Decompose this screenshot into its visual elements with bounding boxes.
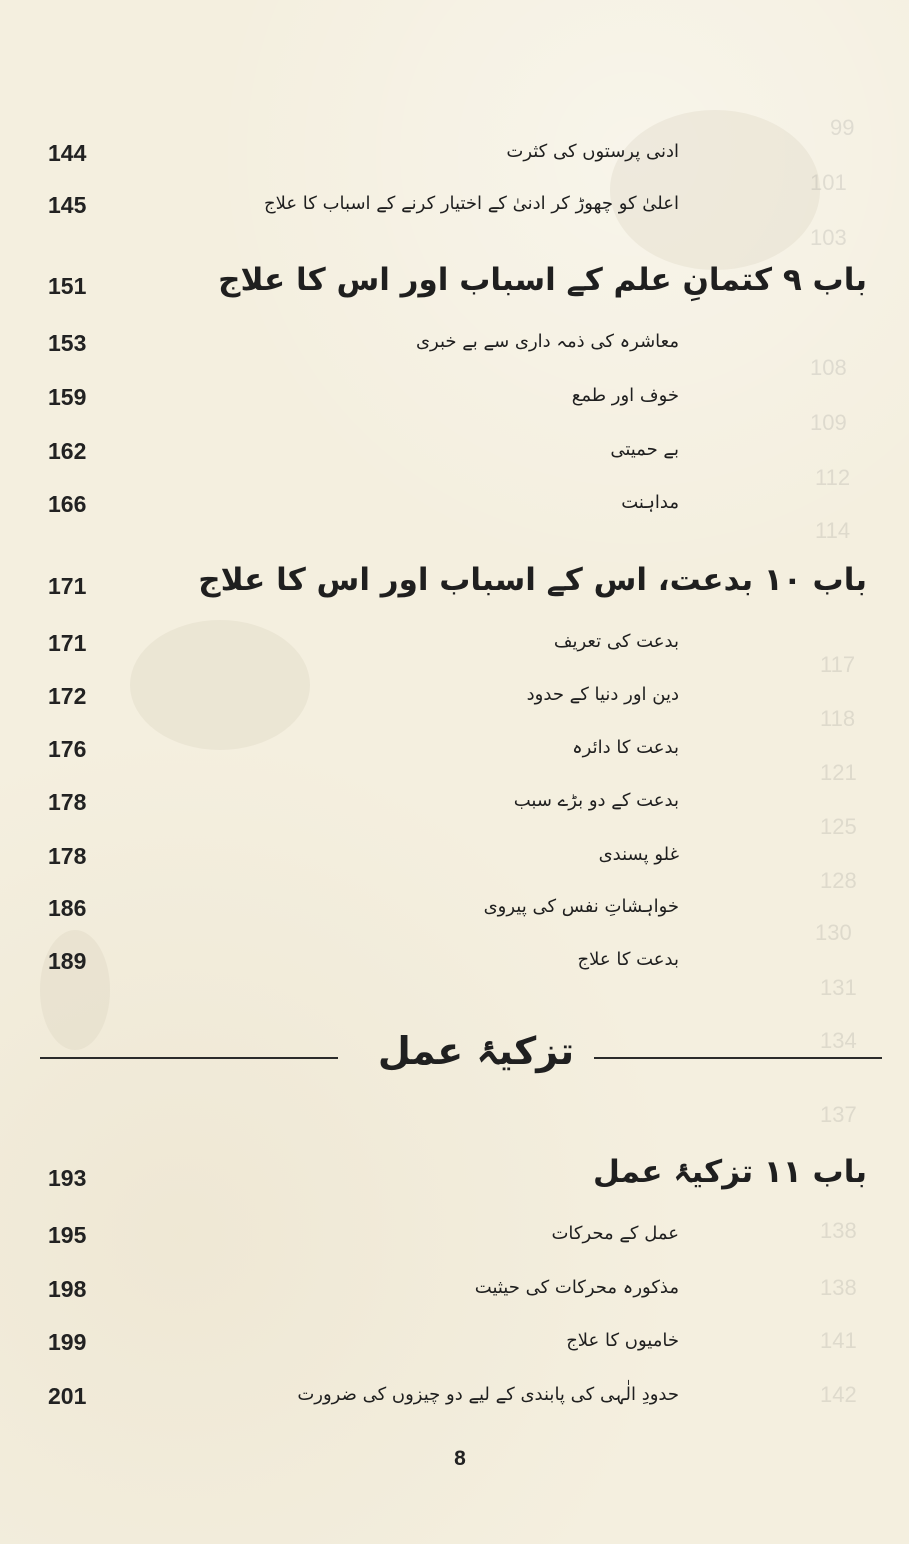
toc-page-number: 172 — [48, 683, 87, 709]
bleed-through-number: 141 — [820, 1328, 857, 1353]
toc-entry-label: خوف اور طمع — [571, 385, 679, 406]
toc-entry-label: بدعت کا دائرہ — [572, 737, 679, 758]
toc-page-number: 153 — [48, 330, 87, 356]
toc-page-number: 178 — [48, 789, 87, 815]
bleed-through-number: 138 — [820, 1218, 857, 1243]
toc-entry — [0, 133, 909, 173]
bleed-through-number: 109 — [810, 410, 847, 435]
toc-entry — [0, 1215, 909, 1255]
toc-page-number: 199 — [48, 1329, 87, 1355]
toc-entry — [0, 836, 909, 876]
toc-entry-label: عمل کے محرکات — [551, 1223, 679, 1244]
toc-entry-label: بے حمیتی — [610, 439, 679, 460]
toc-entry-label: ادنی پرستوں کی کثرت — [506, 141, 679, 162]
toc-page-number: 166 — [48, 491, 87, 517]
bleed-through-number: 131 — [820, 975, 857, 1000]
toc-chapter-label: باب ۱۱ تزکیۂ عمل — [592, 1154, 867, 1190]
toc-entry-label: بدعت کی تعریف — [553, 631, 679, 652]
toc-entry — [0, 484, 909, 524]
toc-entry — [0, 1376, 909, 1416]
bleed-through-number: 134 — [820, 1028, 857, 1053]
toc-entry-label: مذکورہ محرکات کی حیثیت — [474, 1277, 679, 1298]
toc-entry-label: دین اور دنیا کے حدود — [526, 684, 679, 705]
bleed-through-number: 108 — [810, 355, 847, 380]
toc-page-number: 176 — [48, 736, 87, 762]
toc-page-number: 159 — [48, 384, 87, 410]
bleed-through-number: 118 — [820, 706, 856, 731]
toc-page-number: 193 — [48, 1165, 87, 1191]
toc-chapter-entry — [0, 564, 909, 604]
toc-page-number: 162 — [48, 438, 87, 464]
bleed-through-number: 117 — [820, 652, 856, 677]
bleed-through-number: 130 — [815, 920, 852, 945]
toc-page-number: 144 — [48, 140, 87, 166]
bleed-through-number: 101 — [810, 170, 847, 195]
toc-page-number: 151 — [48, 273, 87, 299]
section-title: تزکیۂ عمل — [377, 1029, 575, 1073]
toc-entry-label: مداہنت — [621, 492, 679, 513]
bleed-through-number: 121 — [820, 760, 857, 785]
bleed-through-number: 137 — [820, 1102, 857, 1127]
bleed-through-number: 125 — [820, 814, 857, 839]
toc-entry — [0, 676, 909, 716]
toc-entry — [0, 782, 909, 822]
toc-entry — [0, 431, 909, 471]
toc-chapter-entry — [0, 1156, 909, 1196]
toc-entry-label: بدعت کے دو بڑے سبب — [513, 790, 679, 811]
toc-page-number: 189 — [48, 948, 87, 974]
page-number: 8 — [454, 1447, 466, 1470]
toc-entry-label: بدعت کا علاج — [577, 949, 679, 970]
toc-entry — [0, 1269, 909, 1309]
toc-page-number: 178 — [48, 843, 87, 869]
section-rule-left — [40, 1057, 338, 1059]
toc-entry — [0, 323, 909, 363]
toc-entry — [0, 377, 909, 417]
section-heading — [40, 1025, 882, 1085]
toc-page-number: 186 — [48, 895, 87, 921]
toc-page-number: 201 — [48, 1383, 87, 1409]
bleed-through-number: 112 — [815, 465, 851, 490]
toc-entry-label: حدودِ الٰہی کی پابندی کے لیے دو چیزوں کی ضرورت — [297, 1384, 679, 1405]
toc-entry — [0, 185, 909, 225]
bleed-through-number: 114 — [815, 518, 851, 543]
toc-entry-label: اعلیٰ کو چھوڑ کر ادنیٰ کے اختیار کرنے کے اسباب کا علاج — [263, 193, 679, 214]
toc-entry — [0, 623, 909, 663]
toc-chapter-entry — [0, 264, 909, 304]
toc-entry-label: معاشرہ کی ذمہ داری سے بے خبری — [415, 331, 679, 352]
toc-entry-label: غلو پسندی — [598, 844, 679, 865]
toc-page-number: 171 — [48, 630, 87, 656]
toc-entry — [0, 941, 909, 981]
toc-page-number: 145 — [48, 192, 87, 218]
toc-page-number: 195 — [48, 1222, 87, 1248]
bleed-through-number: 103 — [810, 225, 847, 250]
toc-chapter-label: باب ۹ کتمانِ علم کے اسباب اور اس کا علاج — [218, 262, 867, 298]
bleed-through-number: 138 — [820, 1275, 857, 1300]
section-rule-right — [594, 1057, 882, 1059]
toc-entry — [0, 1322, 909, 1362]
toc-page-number: 171 — [48, 573, 87, 599]
toc-entry-label: خواہشاتِ نفس کی پیروی — [483, 896, 679, 917]
bleed-through-number: 128 — [820, 868, 857, 893]
bleed-through-number: 99 — [830, 115, 855, 140]
toc-entry — [0, 888, 909, 928]
toc-entry-label: خامیوں کا علاج — [566, 1330, 679, 1351]
toc-chapter-label: باب ۱۰ بدعت، اس کے اسباب اور اس کا علاج — [198, 562, 867, 598]
bleed-through-number: 142 — [820, 1382, 857, 1407]
toc-entry — [0, 729, 909, 769]
toc-page-number: 198 — [48, 1276, 87, 1302]
